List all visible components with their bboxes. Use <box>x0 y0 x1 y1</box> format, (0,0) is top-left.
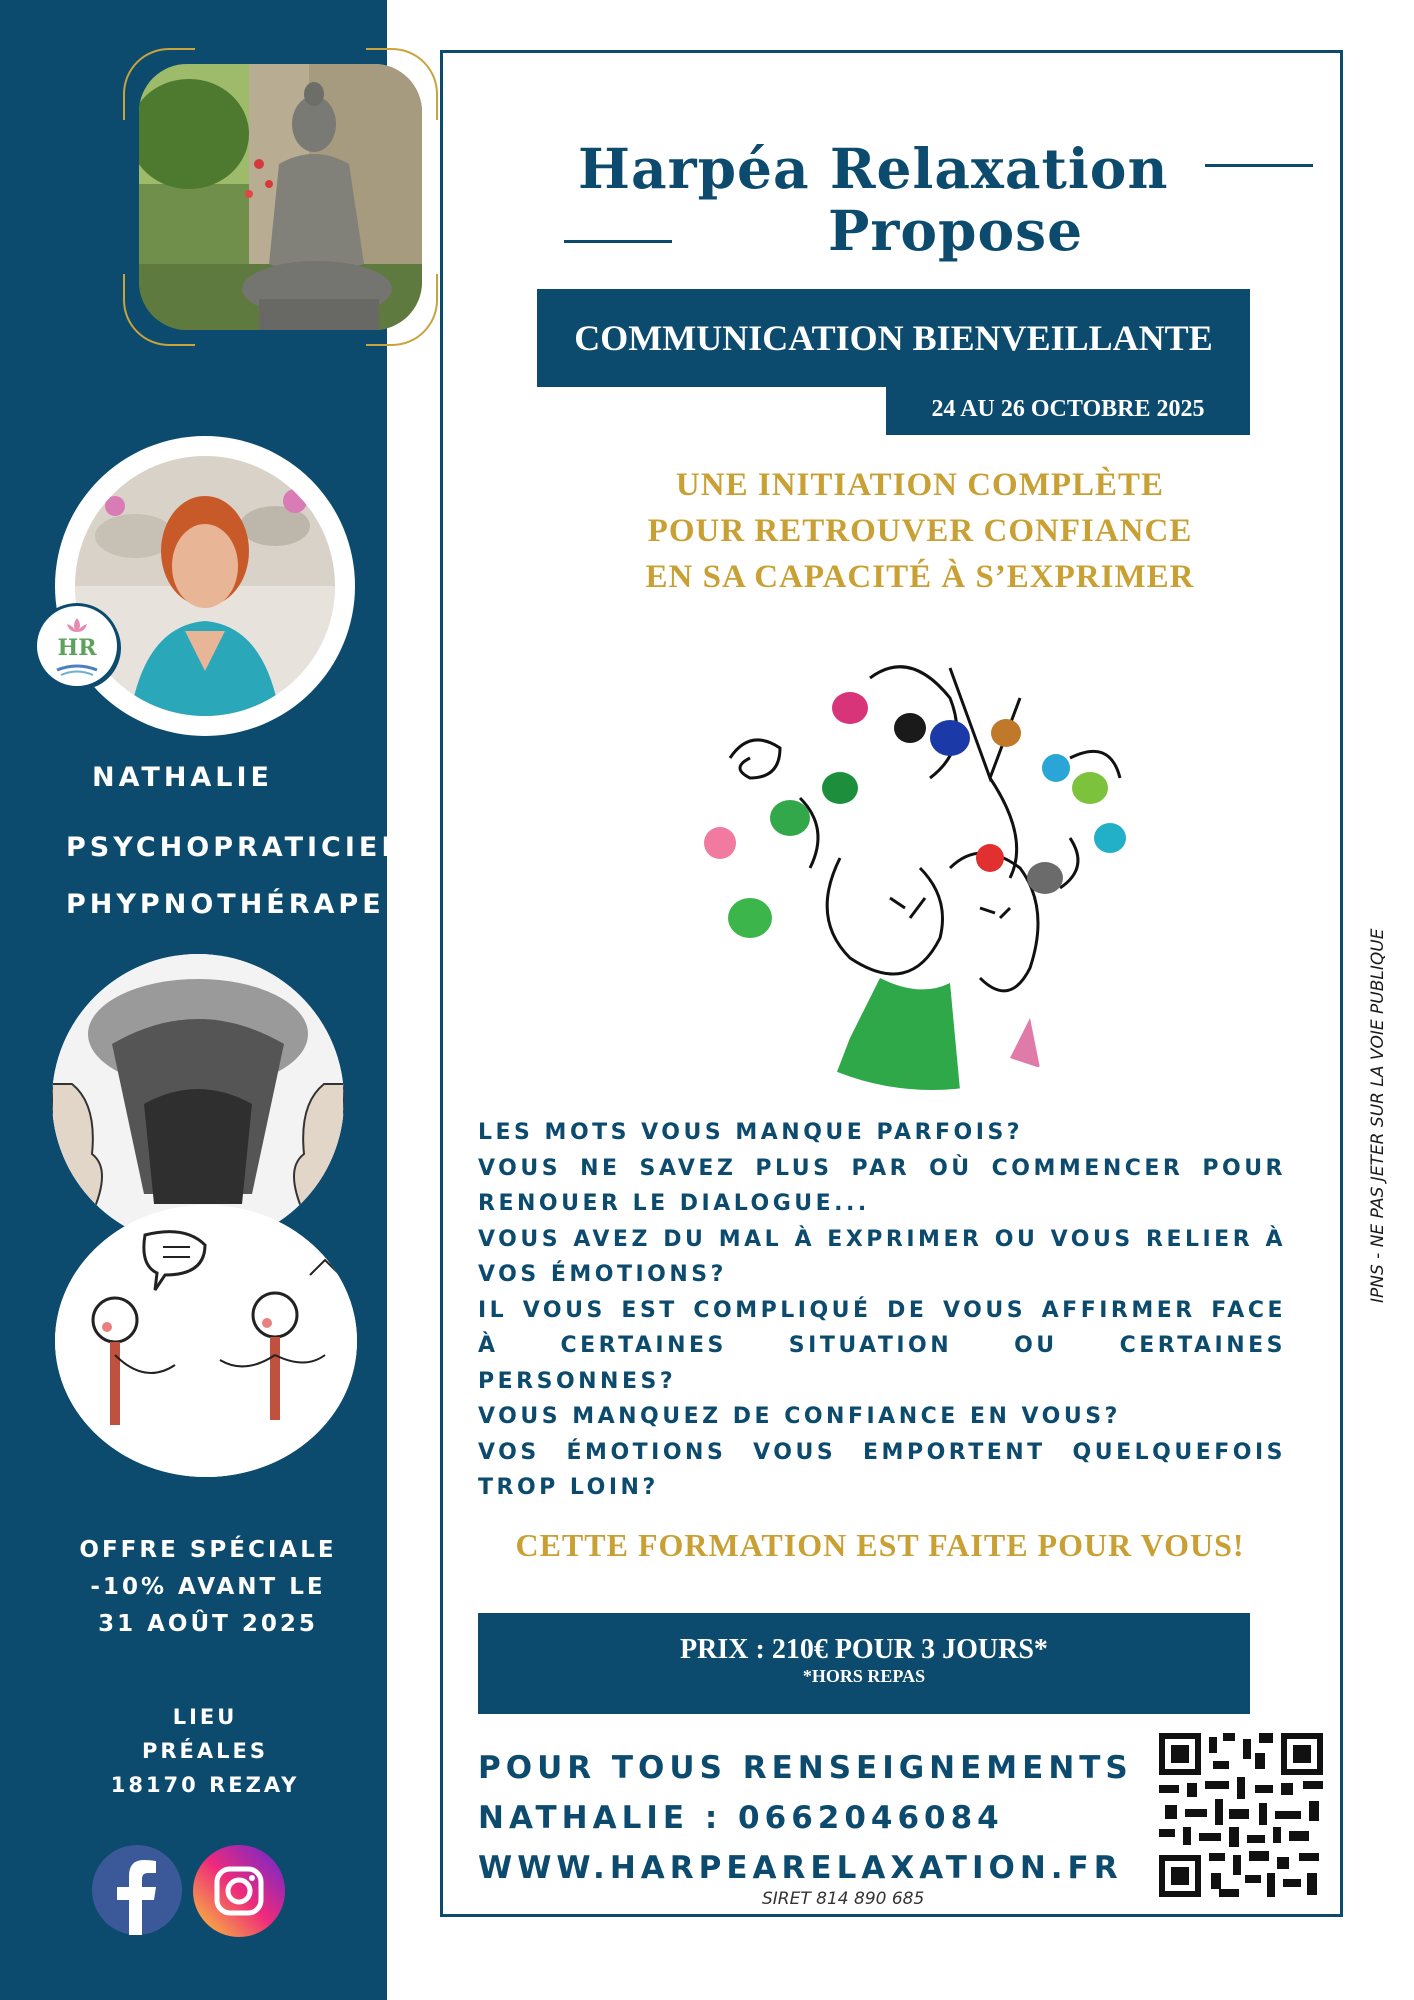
tagline-line: UNE INITIATION COMPLÈTE <box>675 467 1165 503</box>
title-line-1: Harpéa Relaxation <box>578 136 1169 201</box>
instagram-icon[interactable] <box>193 1845 285 1937</box>
offer-line: -10% AVANT LE <box>90 1574 326 1600</box>
contact-phone[interactable]: NATHALIE : 0662046084 <box>478 1800 1004 1836</box>
location-line: LIEU <box>172 1705 238 1729</box>
call-to-action: CETTE FORMATION EST FAITE POUR VOUS! <box>515 1527 1245 1563</box>
qr-code-icon[interactable] <box>1159 1733 1323 1897</box>
ipns-notice: IPNS - NE PAS JETER SUR LA VOIE PUBLIQUE <box>1368 928 1388 1303</box>
title-line-2: Propose <box>828 198 1084 263</box>
communication-doodle <box>690 638 1174 1090</box>
location-line: 18170 REZAY <box>110 1773 300 1797</box>
event-dates-banner <box>886 383 1250 435</box>
practitioner-role-1: PSYCHOPRATICIENNE <box>66 832 457 863</box>
questions-list <box>478 1115 1286 1506</box>
question-item: VOUS MANQUEZ DE CONFIANCE EN VOUS? <box>478 1404 1121 1429</box>
facebook-icon[interactable] <box>92 1845 182 1935</box>
practitioner-role-2: PHYPNOTHÉRAPEUTE <box>66 889 456 920</box>
harpea-logo <box>37 606 117 686</box>
question-item: VOUS NE SAVEZ PLUS PAR OÙ COMMENCER POUR RENOUER LE DIALOGUE... <box>478 1155 1286 1216</box>
question-item: IL VOUS EST COMPLIQUÉ DE VOUS AFFIRMER FACE À CERTAINES SITUATION OU CERTAINES PERSONNES? <box>478 1297 1286 1394</box>
sidebar <box>0 0 457 2000</box>
website-link[interactable]: WWW.HARPEARELAXATION.FR <box>478 1850 1123 1886</box>
offer-line: 31 AOÛT 2025 <box>98 1611 318 1637</box>
practitioner-name: NATHALIE <box>92 762 274 793</box>
logo-text: HR <box>57 635 97 661</box>
tagline-line: EN SA CAPACITÉ À S’EXPRIMER <box>645 559 1195 595</box>
title-rule-right <box>1205 164 1313 167</box>
siret: SIRET 814 890 685 <box>762 1889 925 1909</box>
portrait-circle <box>55 436 355 736</box>
buddha-photo <box>139 64 422 330</box>
dialogue-illustration <box>55 1205 357 1477</box>
event-title: COMMUNICATION BIENVEILLANTE <box>574 318 1213 358</box>
price-note: *HORS REPAS <box>802 1666 926 1686</box>
dialogue-illustration-circle <box>55 1205 357 1477</box>
contact-heading: POUR TOUS RENSEIGNEMENTS <box>478 1750 1133 1786</box>
location-line: PRÉALES <box>141 1739 268 1763</box>
offer-line: OFFRE SPÉCIALE <box>79 1537 337 1563</box>
location <box>55 1700 355 1802</box>
tagline <box>560 462 1280 600</box>
price-label: PRIX : 210€ POUR 3 JOURS* <box>680 1634 1048 1665</box>
faces-illustration-circle <box>52 954 344 1246</box>
tagline-line: POUR RETROUVER CONFIANCE <box>647 513 1193 549</box>
question-item: VOS ÉMOTIONS VOUS EMPORTENT QUELQUEFOIS TROP LOIN? <box>478 1439 1286 1500</box>
buddha-photo-frame <box>123 48 438 346</box>
faces-illustration <box>52 954 344 1246</box>
special-offer <box>58 1532 358 1643</box>
question-item: LES MOTS VOUS MANQUE PARFOIS? <box>478 1120 1024 1145</box>
price-banner <box>478 1613 1250 1714</box>
event-title-banner <box>537 289 1250 387</box>
event-dates: 24 AU 26 OCTOBRE 2025 <box>931 396 1205 422</box>
question-item: VOUS AVEZ DU MAL À EXPRIMER OU VOUS RELIER À VOS ÉMOTIONS? <box>478 1226 1286 1287</box>
title-rule-left <box>564 240 672 243</box>
